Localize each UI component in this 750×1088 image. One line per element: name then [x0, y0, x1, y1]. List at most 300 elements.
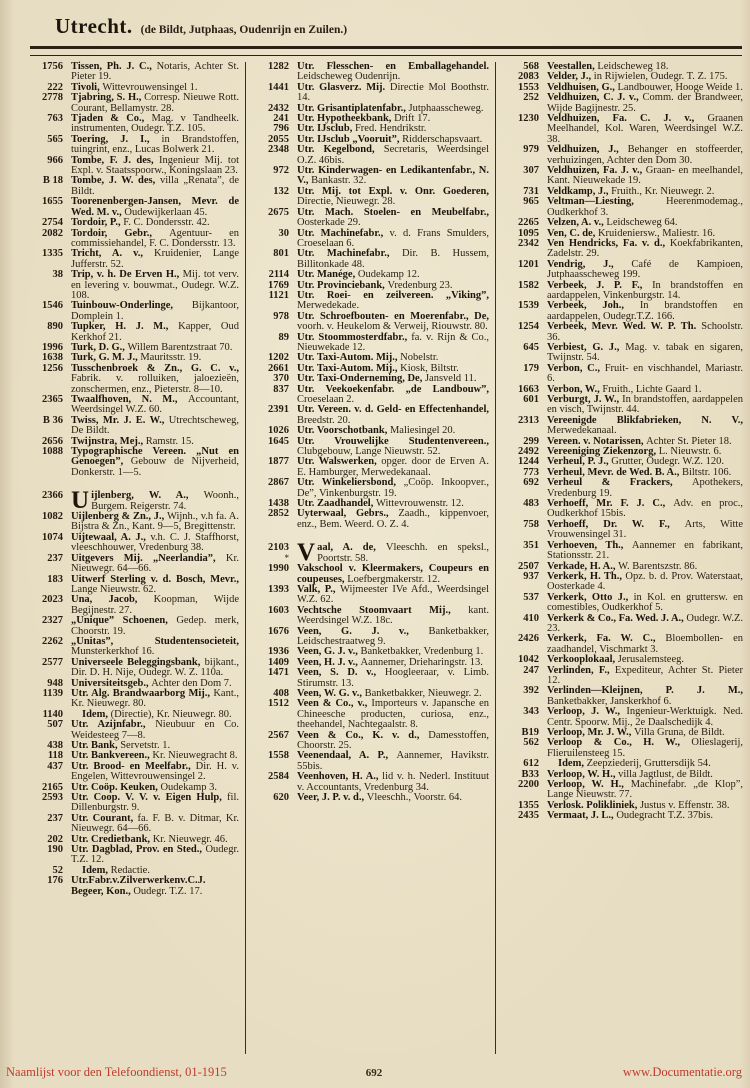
- entry-number: 801: [273, 248, 289, 260]
- entry-number: 1996: [42, 341, 63, 353]
- entry-name: Utr. Voorschotbank,: [297, 425, 390, 437]
- entry-text: Utr. Voorschotbank, Maliesingel 20.: [297, 425, 456, 437]
- directory-entry: [504, 260, 743, 281]
- directory-entry: [254, 249, 489, 270]
- entry-text: Verbeek, Joh., In brandstoffen en aardappelen, Oudegr.T.Z. 166.: [547, 300, 743, 322]
- entry-text: Veen, G. J. v., Banketbakker, Vredenburg 1.: [297, 646, 484, 658]
- entry-number: 612: [523, 758, 539, 770]
- entry-name: Veldhuisen, G.,: [547, 81, 618, 93]
- entry-name: Vereeniging Ziekenzorg,: [547, 446, 659, 458]
- entry-number: 370: [273, 373, 289, 385]
- entry-text: Veenhoven, H. A., lid v. h. Nederl. Instituut v. Accountants, Vredenburg 34.: [297, 771, 489, 793]
- entry-name: ijlenberg, W. A.,: [91, 490, 204, 502]
- directory-entry: [28, 876, 239, 897]
- entry-number: 2103 *: [254, 543, 297, 564]
- section-dropcap: U: [71, 487, 90, 515]
- entry-name: Valk, P.,: [297, 583, 340, 595]
- entry-name: Utr. Alg. Brandwaarborg Mij.,: [71, 687, 214, 699]
- entry-number: 1769: [268, 279, 289, 291]
- entry-name: Verlosk. Polikliniek,: [547, 799, 640, 811]
- entry-number: 568: [523, 61, 539, 72]
- entry-name: Utr. Hypotheekbank,: [297, 113, 395, 125]
- entry-name: Veldkamp, J.,: [547, 185, 612, 197]
- entry-name: Utr. Machinefabr.,: [297, 227, 390, 239]
- entry-number: 1438: [268, 498, 289, 510]
- entry-text: Verhoeven, Th., Aannemer en fabrikant, Stationsstr. 21.: [547, 539, 743, 562]
- entry-number: 2675: [268, 206, 289, 218]
- entry-text: Utr.Fabr.v.Zilverwerkenv.C.J. Begeer, Kon., Oudegr. T.Z. 17.: [71, 875, 206, 897]
- entry-text: Veen, G. J. v., Banketbakker, Leidschestraatweg 9.: [297, 625, 489, 647]
- entry-number: 2577: [42, 656, 63, 668]
- entry-name: Utr. Brood- en Meelfabr.,: [71, 760, 196, 772]
- entry-text: Verkerk & Co., Fa. Wed. J. A., Oudegr. W.Z. 23.: [547, 612, 744, 634]
- directory-entry: [254, 385, 489, 406]
- page-title: Utrecht.: [55, 14, 133, 38]
- entry-text: Utr. Mij. tot Expl. v. Onr. Goederen, Directie, Nieuwegr. 28.: [297, 185, 489, 208]
- directory-entry: [504, 572, 743, 593]
- entry-name: Tupker, H. J. M.,: [71, 321, 179, 333]
- entry-text: Verkade, H. A., W. Barentszstr. 86.: [547, 560, 698, 572]
- entry-number: 118: [47, 750, 63, 762]
- entry-number: 1877: [268, 456, 289, 468]
- entry-number: 937: [523, 570, 539, 582]
- entry-name: Utr. Kinderwagen- en Ledikantenfabr., N. V.,: [297, 165, 489, 187]
- entry-text: Tricht, A. v., Kruidenier, Lange Jufferstr. 52.: [71, 248, 239, 270]
- entry-text: Veldkamp, J., Fruith., Kr. Nieuwegr. 2.: [547, 185, 715, 197]
- entry-name: Vakschool v. Kleermakers, Coupeurs en coupeuses,: [297, 563, 489, 585]
- entry-name: Twiss, Mr. J. E. W.,: [71, 414, 169, 426]
- directory-entry: [254, 751, 489, 772]
- entry-text: Veldhuizen, C. J. v., Comm. der Brandweer, Wijde Bagijnestr. 25.: [547, 92, 743, 114]
- entry-number: 1512: [268, 698, 289, 710]
- entry-number: 1201: [518, 258, 539, 270]
- directory-entry: [504, 614, 743, 635]
- entry-number: 1254: [518, 321, 539, 333]
- entry-number: 483: [523, 498, 539, 510]
- directory-entry: [28, 637, 239, 658]
- entry-number: 299: [523, 435, 539, 447]
- directory-entry: [254, 457, 489, 478]
- entry-number: 645: [523, 341, 539, 353]
- entry-name: Veer, J. P. v. d.,: [297, 792, 367, 804]
- footer-page-number: 692: [365, 1067, 383, 1079]
- entry-number: 438: [47, 740, 63, 751]
- entry-name: Ven, C. de,: [547, 227, 598, 239]
- directory-entry: [28, 156, 239, 177]
- entry-name: Veltman—Liesting,: [547, 196, 667, 208]
- entry-name: Utr. Coop. V. V. v. Eigen Hulp,: [71, 792, 228, 804]
- entry-text: Verkerk, Otto J., in Kol. en gruttersw. en comestibles, Oudkerkhof 5.: [547, 591, 743, 614]
- entry-number: 1676: [268, 625, 289, 637]
- entry-name: Verloop, J. W.,: [547, 706, 627, 718]
- directory-entry: [504, 218, 743, 228]
- entry-name: Toorenenbergen-Jansen, Mevr. de Wed. M. v.,: [71, 196, 239, 218]
- entry-name: Vendrig, J.,: [547, 258, 632, 270]
- entry-number: 2082: [42, 227, 63, 239]
- entry-name: Utr. Vereen. v. d. Geld- en Effectenhandel,: [297, 404, 489, 416]
- directory-entry: [504, 499, 743, 520]
- directory-entry: [254, 333, 489, 354]
- entry-name: Utr. Grisantiplatenfabr.,: [297, 102, 409, 114]
- directory-entry: [504, 707, 743, 728]
- entry-number: 241: [273, 113, 289, 125]
- entry-text: Idem, (Directie), Kr. Nieuwegr. 80.: [82, 708, 232, 720]
- entry-number: 2391: [268, 404, 289, 416]
- entry-number: 1409: [268, 656, 289, 668]
- entry-number: B 36: [42, 414, 63, 426]
- entry-name: Utr. IJsclub „Vooruit”,: [297, 133, 403, 145]
- directory-entry: [504, 145, 743, 166]
- entry-name: „Unitas”, Studentensocieteit,: [71, 635, 239, 647]
- entry-number: 1140: [42, 708, 63, 720]
- entry-text: Veldhuizen, Fa. J. v., Graan- en meelhandel, Kant. Nieuwekade 19.: [547, 165, 743, 187]
- entry-text: Verheul, Mevr. de Wed. B. A., Biltstr. 106.: [547, 466, 732, 478]
- entry-number: 1655: [42, 196, 63, 208]
- entry-name: Veenendaal, A. P.,: [297, 750, 397, 762]
- directory-entry: [28, 533, 239, 554]
- entry-number: B 18: [42, 175, 63, 187]
- entry-name: Tuinbouw-Onderlinge,: [71, 300, 192, 312]
- entry-number: 731: [523, 185, 539, 197]
- entry-name: Veen, G. J. v.,: [297, 646, 361, 658]
- entry-number: 1121: [268, 289, 289, 301]
- entry-number: 2852: [268, 508, 289, 520]
- entry-text: Tordoir, P., F. C. Dondersstr. 42.: [71, 217, 210, 229]
- entry-name: Idem,: [82, 708, 111, 720]
- entry-name: Twaalfhoven, N. M.,: [71, 394, 188, 405]
- entry-name: Utr. Taxi-Onderneming, De,: [297, 373, 425, 385]
- entry-name: Tjaden & Co.,: [71, 113, 152, 125]
- directory-entry: [254, 166, 489, 187]
- entry-name: Utr. Bankvereen.,: [71, 750, 153, 762]
- entry-number: 408: [273, 687, 289, 699]
- entry-text: Verhoeff, Dr. W. F., Arts, Witte Vrouwensingel 31.: [547, 518, 743, 541]
- entry-text: Uyterwaal, Gebrs., Zaadh., kippenvoer, enz., Bem. Weerd. O. Z. 4.: [297, 508, 489, 530]
- entry-name: Utr. Azijnfabr.,: [71, 719, 156, 731]
- entry-number: 1088: [42, 446, 63, 458]
- directory-entry: [504, 395, 743, 416]
- entry-name: Tusschenbroek & Zn., G. C. v.,: [71, 362, 239, 374]
- directory-entry: [254, 83, 489, 104]
- entry-name: Verheul & Frackers,: [547, 477, 692, 489]
- entry-number: 837: [273, 383, 289, 395]
- entry-name: Veen & Co., K. v. d.,: [297, 729, 429, 741]
- directory-entry: [504, 593, 743, 614]
- entry-number: 1582: [518, 279, 539, 291]
- entry-text: Vaal, A. de, Vleeschh. en speksl., Poortstr. 58.: [297, 539, 490, 567]
- entry-number: 2584: [268, 771, 289, 783]
- entry-text: Utr. Alg. Brandwaarborg Mij., Kant., Kr. Nieuwegr. 80.: [71, 687, 239, 710]
- entry-text: Veen & Co., v., Importeurs v. Japansche en Chineesche producten, curiosa, enz., theehandel, Nachtegaalstr. 8.: [297, 698, 489, 731]
- entry-name: Veldhuizen, C. J. v.,: [547, 92, 643, 104]
- directory-entry: [504, 93, 743, 114]
- entry-name: Tordoir, P.,: [71, 217, 124, 229]
- entry-name: Utr. Veekoekenfabr. „de Landbouw”,: [297, 383, 489, 395]
- entry-text: Turk, G. M. J., Mauritsstr. 19.: [71, 352, 202, 364]
- directory-entry: [254, 187, 489, 208]
- entry-number: 2342: [518, 237, 539, 249]
- entry-name: Universeele Beleggingsbank,: [71, 656, 205, 668]
- entry-name: Verkerk, Otto J.,: [547, 591, 634, 603]
- entry-name: Veenhoven, H. A.,: [297, 771, 383, 783]
- entry-number: 1335: [42, 248, 63, 260]
- entry-number: 620: [273, 792, 289, 804]
- entry-text: Verkerk, Fa. W. C., Bloembollen- en zaadhandel, Vischmarkt 3.: [547, 633, 743, 655]
- entry-name: Utr. Taxi-Autom. Mij.,: [297, 362, 401, 374]
- entry-text: Utr. Manége, Oudekamp 12.: [297, 269, 420, 281]
- entry-name: Verhoeven, Th.,: [547, 539, 632, 551]
- entry-name: Utr. Kegelbond,: [297, 144, 384, 156]
- directory-entry: [28, 135, 239, 156]
- directory-entry: [28, 249, 239, 270]
- directory-entry: [28, 487, 239, 515]
- entry-number: 38: [52, 269, 63, 281]
- entry-text: Utr. Brood- en Meelfabr., Dir. H. v. Engelen, Wittevrouwensingel 2.: [71, 760, 239, 783]
- entry-name: aal, A. de,: [317, 542, 386, 554]
- directory-entry: [504, 686, 743, 707]
- entry-text: Uitwerf Sterling v. d. Bosch, Mevr., Lange Nieuwstr. 62.: [71, 573, 239, 595]
- entry-text: Vereen. v. Notarissen, Achter St. Pieter 18.: [547, 435, 732, 447]
- entry-name: Verloop, W. H.,: [547, 768, 619, 780]
- header-rule: [30, 46, 742, 56]
- entry-text: Tombe, J. W. des, villa „Renata”, de Bildt.: [71, 175, 240, 197]
- entry-text: Veltman—Liesting, Heerenmodemag., Oudkerkhof 3.: [547, 196, 743, 218]
- entry-number: 1441: [268, 81, 289, 93]
- entry-number: 1393: [268, 583, 289, 595]
- directory-entry: [504, 811, 743, 821]
- entry-name: Utr. Glasverz. Mij.: [297, 81, 390, 93]
- entry-name: Tjabring, S. H.,: [71, 92, 145, 104]
- entry-name: Utr. Manége,: [297, 269, 358, 281]
- entry-number: 565: [47, 133, 63, 145]
- entry-name: Verkerk & Co., Fa. Wed. J. A.,: [547, 612, 687, 624]
- entry-text: Veen & Co., K. v. d., Damesstoffen, Choorstr. 25.: [297, 729, 489, 751]
- entry-number: 1638: [42, 352, 63, 364]
- entry-number: 1095: [518, 227, 539, 239]
- entry-text: Utr. Azijnfabr., Nieubuur en Co. Weidesteeg 7—8.: [71, 719, 239, 741]
- entry-number: 773: [523, 466, 539, 478]
- directory-entry: [28, 616, 239, 637]
- entry-text: Universiteitsgeb., Achter den Dom 7.: [71, 677, 232, 689]
- entry-text: Verkerk, H. Th., Opz. b. d. Prov. Waterstaat, Oosterkade 4.: [547, 570, 743, 593]
- entry-number: B33: [521, 768, 539, 780]
- entry-text: Verhoeff, Mr. F. J. C., Adv. en proc., Oudkerkhof 15bis.: [547, 498, 743, 520]
- entry-number: 307: [523, 165, 539, 177]
- entry-text: Verkooplokaal, Jerusalemsteeg.: [547, 654, 684, 666]
- entry-text: Vereenigde Blikfabrieken, N. V., Merwedekanaal.: [547, 414, 743, 437]
- entry-name: Utr.Fabr.v.Zilverwerkenv.C.J. Begeer, Kon.,: [71, 875, 206, 897]
- entry-number: 1355: [518, 799, 539, 811]
- entry-text: Uijtewaal, A. J., v.h. C. J. Staffhorst, vleeschhouwer, Vredenburg 38.: [71, 531, 239, 554]
- entry-number: 796: [273, 123, 289, 135]
- entry-name: Vereen. v. Notarissen,: [547, 435, 647, 447]
- entry-number: 132: [273, 185, 289, 197]
- directory-entry: [28, 416, 239, 437]
- entry-text: Tusschenbroek & Zn., G. C. v., Fabrik. v. rolluiken, jaloezieën, zonschermen, enz., Pieterstr. 8—10.: [71, 362, 239, 395]
- entry-number: 2327: [42, 615, 63, 627]
- entry-name: Utr. Mach. Stoelen- en Meubelfabr.,: [297, 206, 489, 218]
- directory-entry: [254, 312, 489, 333]
- entry-number: 1645: [268, 435, 289, 447]
- entry-text: Vereeniging Ziekenzorg, L. Nieuwstr. 6.: [547, 446, 722, 458]
- entry-number: 2083: [518, 71, 539, 83]
- entry-name: Veen, W. G. v.,: [297, 687, 365, 699]
- entry-text: Verbeek, Mevr. Wed. W. P. Th. Schoolstr. 36.: [547, 321, 743, 343]
- entry-text: Toorenenbergen-Jansen, Mevr. de Wed. M. v., Oudewijkerlaan 45.: [71, 196, 239, 218]
- directory-entry: [504, 166, 743, 187]
- entry-name: Utr. Taxi-Autom. Mij.,: [297, 352, 401, 364]
- directory-entry: [254, 627, 489, 648]
- entry-number: 1256: [42, 362, 63, 374]
- entry-text: Verlinden—Kleijnen, P. J. M., Banketbakker, Janskerkhof 6.: [547, 685, 743, 707]
- entry-number: 222: [47, 81, 63, 93]
- footer-source-label: Naamlijst voor den Telefoondienst, 01-1915: [6, 1065, 227, 1079]
- directory-entry: [28, 689, 239, 710]
- entry-number: 2593: [42, 792, 63, 804]
- entry-text: Utr. Kegelbond, Secretaris, Weerdsingel O.Z. 46bis.: [297, 144, 489, 166]
- entry-text: Utr. Dagblad, Prov. en Sted., Oudegr. T.Z. 12.: [71, 844, 239, 866]
- entry-text: Utr. Grisantiplatenfabr., Jutphaasscheweg.: [297, 102, 484, 114]
- entry-text: Uijlenberg & Zn., J., Wijnh., v.h fa. A. Bijstra & Zn., Kant. 9—5, Bregittenstr.: [71, 511, 239, 533]
- entry-number: 237: [47, 812, 63, 824]
- entry-text: Verloop, J. W., Ingenieur-Werktuigk. Ned. Centr. Spoorw. Mij., 2e Daalschedijk 4.: [547, 706, 743, 728]
- entry-text: Tordoir, Gebr., Agentuur- en commissiehandel, F. C. Dondersstr. 13.: [71, 227, 239, 249]
- directory-column-1: [28, 62, 246, 1054]
- entry-number: 692: [523, 477, 539, 489]
- directory-entry: [504, 322, 743, 343]
- section-dropcap: V: [297, 539, 316, 567]
- entry-text: Tissen, Ph. J. C., Notaris, Achter St. Pieter 19.: [71, 61, 239, 83]
- page-subtitle: (de Bildt, Jutphaas, Oudenrijn en Zuilen.): [140, 24, 348, 36]
- entry-name: Verburgt, J. W.,: [547, 394, 623, 405]
- entry-text: Uijlenberg, W. A., Woonh., Burgem. Reigerstr. 74.: [71, 487, 239, 515]
- entry-text: Verbon, C., Fruit- en vischhandel, Mariastr. 6.: [547, 362, 743, 385]
- entry-text: Tuinbouw-Onderlinge, Bijkantoor, Domplein 1.: [71, 300, 239, 322]
- entry-text: Toering, J. I., in Brandstoffen, tuingrint, enz., Lucas Bolwerk 21.: [71, 133, 239, 156]
- entry-name: Tricht, A. v.,: [71, 248, 155, 260]
- entry-name: Utr. Roei- en zeilvereen. „Viking”,: [297, 289, 489, 301]
- entry-number: 2432: [268, 102, 289, 114]
- entry-number: 978: [273, 310, 289, 322]
- entry-text: Verbon, W., Fruith., Lichte Gaard 1.: [547, 383, 702, 395]
- directory-entry: [504, 634, 743, 655]
- entry-name: Twijnstra, Mej.,: [71, 435, 146, 447]
- entry-text: Uitgevers Mij. „Neerlandia”, Kr. Nieuwegr. 64—66.: [71, 552, 239, 575]
- entry-name: Turk, G. M. J.,: [71, 352, 141, 364]
- entry-text: Veen, S. D. v., Hoogleeraar, v. Limb. Stirumstr. 13.: [297, 667, 490, 689]
- entry-text: Utr. Hypotheekbank, Drift 17.: [297, 113, 431, 125]
- entry-text: Utr. Taxi-Autom. Mij., Nobelstr.: [297, 352, 439, 364]
- entry-text: Valk, P., Wijmeester IVe Afd., Weerdsingel W.Z. 62.: [297, 583, 490, 606]
- entry-text: Verburgt, J. W., In brandstoffen, aardappelen en visch, Twijnstr. 44.: [547, 394, 744, 416]
- entry-number: 2754: [42, 217, 63, 229]
- entry-text: Utr. Roei- en zeilvereen. „Viking”, Merwedekade.: [297, 289, 489, 312]
- entry-number: 2265: [518, 217, 539, 229]
- directory-entry: [504, 780, 743, 801]
- entry-name: Uijlenberg & Zn., J.,: [71, 511, 167, 523]
- entry-name: Verkerk, Fa. W. C.,: [547, 633, 666, 645]
- directory-entry: [28, 93, 239, 114]
- directory-entry: [254, 699, 489, 730]
- directory-entry: [28, 270, 239, 301]
- entry-name: Ven Hendricks, Fa. v. d.,: [547, 237, 670, 249]
- entry-name: Verbeek, Joh.,: [547, 300, 640, 312]
- directory-column-2: [246, 62, 496, 1054]
- entry-name: Utr. Machinefabr.,: [297, 248, 402, 260]
- directory-entry: [28, 554, 239, 575]
- entry-text: Verbeek, J. P. F., In brandstoffen en aardappelen, Vinkenburgstr. 14.: [547, 279, 744, 301]
- directory-entry: [28, 364, 239, 395]
- entry-number: 1042: [518, 654, 539, 666]
- entry-name: Verlinden, F.,: [547, 664, 615, 676]
- entry-text: Velder, J., in Rijwielen, Oudegr. T. Z. 175.: [547, 71, 728, 83]
- entry-number: 601: [523, 394, 539, 405]
- entry-number: 202: [47, 833, 63, 845]
- entry-name: Verbon, C.,: [547, 362, 605, 374]
- entry-text: Vakschool v. Kleermakers, Coupeurs en coupeuses, Loefbergmakerstr. 12.: [297, 563, 489, 585]
- directory-entry: [28, 512, 239, 533]
- directory-entry: [504, 239, 743, 260]
- directory-entry: [254, 793, 489, 803]
- entry-number: 1936: [268, 646, 289, 658]
- entry-name: Tombe, F. J. des,: [71, 154, 160, 166]
- entry-text: Utr. Winkeliersbond, „Coöp. Inkoopver., De”, Vinkenburgstr. 19.: [297, 477, 489, 499]
- entry-text: Veenendaal, A. P., Aannemer, Havikstr. 55bis.: [297, 750, 489, 772]
- entry-text: Utr. Vrouwelijke Studentenvereen., Clubgebouw, Lange Nieuwstr. 52.: [297, 435, 489, 458]
- directory-entry: [254, 564, 489, 585]
- entry-number: 437: [47, 760, 63, 772]
- entry-number: 2507: [518, 560, 539, 572]
- directory-entry: [28, 658, 239, 679]
- directory-entry: [504, 541, 743, 562]
- entry-name: Utr. Mij. tot Expl. v. Onr. Goederen,: [297, 185, 489, 197]
- entry-name: Vereenigde Blikfabrieken, N. V.,: [547, 414, 743, 426]
- entry-name: Idem,: [558, 758, 587, 770]
- entry-name: „Unique” Schoenen,: [71, 615, 177, 627]
- entry-name: Utr. Vrouwelijke Studentenvereen.,: [297, 435, 489, 447]
- directory-entry: [28, 447, 239, 478]
- entry-name: Uyterwaal, Gebrs.,: [297, 508, 399, 520]
- entry-text: Universeele Beleggingsbank, bijkant., Dir. D. H. Nije, Oudegr. W. Z. 110a.: [71, 656, 239, 679]
- directory-entry: [254, 405, 489, 426]
- directory-entry: [28, 845, 239, 866]
- entry-name: Utr. Zaadhandel,: [297, 498, 376, 510]
- entry-number: 562: [523, 737, 539, 749]
- entry-number: 1756: [42, 61, 63, 72]
- entry-name: Utr. Stoommosterdfabr.,: [297, 331, 412, 343]
- entry-text: Twaalfhoven, N. M., Accountant, Weerdsingel W.Z. 60.: [71, 394, 239, 416]
- entry-text: Vechtsche Stoomvaart Mij., kant. Weerdsingel W.Z. 18c.: [297, 604, 489, 627]
- entry-number: 1558: [268, 750, 289, 762]
- entry-text: Utr. Taxi-Onderneming, De, Jansveld 11.: [297, 373, 477, 385]
- entry-number: 2426: [518, 633, 539, 645]
- entry-text: Utr. Taxi-Autom. Mij., Kiosk, Biltstr.: [297, 362, 459, 374]
- entry-name: Verhoeff, Dr. W. F.,: [547, 518, 685, 530]
- entry-number: 2656: [42, 435, 63, 447]
- directory-entry: [504, 197, 743, 218]
- entry-number: 410: [523, 612, 539, 624]
- entry-number: 2867: [268, 477, 289, 489]
- directory-entry: [28, 793, 239, 814]
- directory-entry: [254, 62, 489, 83]
- entry-text: Veldhuizen, Fa. C. J. v., Graanen Meelhandel, Kol. Waren, Weerdsingel W.Z. 38.: [547, 113, 743, 145]
- entry-number: 1471: [268, 667, 289, 679]
- entry-number: 1546: [42, 300, 63, 312]
- entry-text: „Unique” Schoenen, Gedep. merk, Choorstr. 19.: [71, 615, 239, 637]
- entry-name: Vermaat, J. L.,: [547, 810, 617, 822]
- directory-entry: [28, 395, 239, 416]
- entry-text: Verlinden, F., Expediteur, Achter St. Pieter 12.: [547, 664, 744, 686]
